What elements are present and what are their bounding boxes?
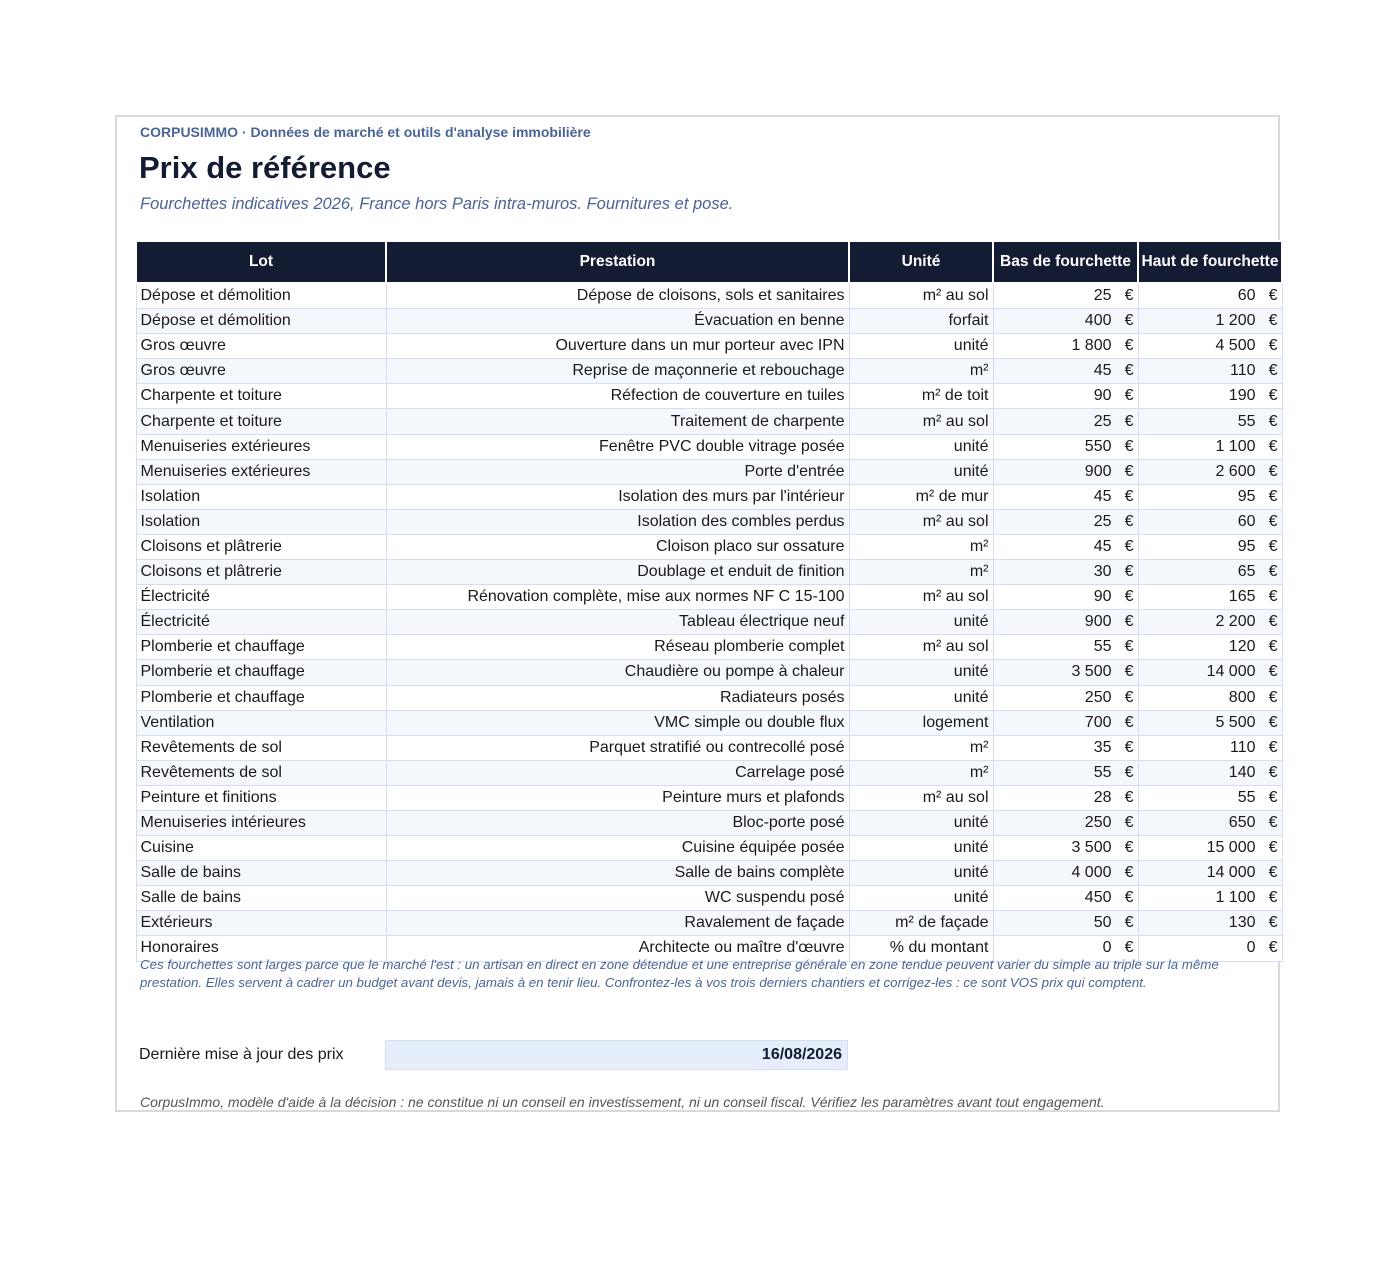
cell-haut[interactable] xyxy=(1138,760,1282,785)
currency-symbol: € xyxy=(1268,487,1278,505)
cell-prestation[interactable]: Dépose de cloisons, sols et sanitaires xyxy=(386,283,849,309)
amount-haut: 60 xyxy=(1237,287,1256,305)
cell-lot[interactable]: Dépose et démolition xyxy=(136,283,386,309)
currency-symbol: € xyxy=(1124,663,1134,681)
table-row xyxy=(136,459,1282,484)
cell-unite[interactable]: m² xyxy=(849,760,993,785)
brand-line: CORPUSIMMO · Données de marché et outils d'analyse immobilière xyxy=(140,124,591,140)
cell-lot[interactable]: Gros œuvre xyxy=(136,334,386,359)
table-header-row xyxy=(136,241,1282,283)
amount-bas: 90 xyxy=(1093,387,1112,405)
amount-haut: 55 xyxy=(1237,412,1256,430)
table-row xyxy=(136,886,1282,911)
amount-bas: 0 xyxy=(1102,939,1112,957)
amount-bas: 400 xyxy=(1084,312,1112,330)
cell-bas[interactable] xyxy=(993,735,1138,760)
amount-haut: 110 xyxy=(1229,362,1256,380)
cell-prestation[interactable]: Tableau électrique neuf xyxy=(386,610,849,635)
amount-bas: 30 xyxy=(1093,563,1112,581)
amount-haut: 800 xyxy=(1228,688,1256,706)
amount-bas: 25 xyxy=(1093,412,1112,430)
currency-symbol: € xyxy=(1268,287,1278,305)
cell-bas[interactable] xyxy=(993,685,1138,710)
cell-bas[interactable] xyxy=(993,911,1138,936)
amount-haut: 1 200 xyxy=(1215,312,1256,330)
currency-symbol: € xyxy=(1268,763,1278,781)
cell-lot[interactable]: Menuiseries extérieures xyxy=(136,434,386,459)
column-header-lot: Lot xyxy=(136,241,386,283)
table-row xyxy=(136,861,1282,886)
cell-prestation[interactable]: WC suspendu posé xyxy=(386,886,849,911)
cell-prestation[interactable]: Traitement de charpente xyxy=(386,409,849,434)
cell-bas[interactable] xyxy=(993,861,1138,886)
amount-bas: 450 xyxy=(1084,889,1112,907)
amount-haut: 1 100 xyxy=(1215,437,1256,455)
page-title: Prix de référence xyxy=(139,150,391,185)
currency-symbol: € xyxy=(1124,638,1134,656)
cell-prestation[interactable]: Évacuation en benne xyxy=(386,309,849,334)
table-row xyxy=(136,911,1282,936)
amount-haut: 55 xyxy=(1237,788,1256,806)
cell-prestation[interactable]: Doublage et enduit de finition xyxy=(386,560,849,585)
currency-symbol: € xyxy=(1124,889,1134,907)
currency-symbol: € xyxy=(1124,914,1134,932)
currency-symbol: € xyxy=(1268,613,1278,631)
table-row xyxy=(136,685,1282,710)
cell-haut[interactable] xyxy=(1138,610,1282,635)
amount-haut: 65 xyxy=(1237,563,1256,581)
amount-bas: 550 xyxy=(1084,437,1112,455)
cell-bas[interactable] xyxy=(993,660,1138,685)
table-row xyxy=(136,359,1282,384)
amount-haut: 14 000 xyxy=(1206,663,1256,681)
currency-symbol: € xyxy=(1124,287,1134,305)
amount-haut: 95 xyxy=(1237,487,1256,505)
cell-lot[interactable]: Dépose et démolition xyxy=(136,309,386,334)
cell-unite[interactable]: % du montant xyxy=(849,936,993,961)
amount-bas: 4 000 xyxy=(1071,864,1112,882)
amount-bas: 28 xyxy=(1093,788,1112,806)
amount-haut: 650 xyxy=(1228,814,1256,832)
cell-unite[interactable]: unité xyxy=(849,685,993,710)
cell-bas[interactable] xyxy=(993,434,1138,459)
cell-bas[interactable] xyxy=(993,459,1138,484)
currency-symbol: € xyxy=(1124,613,1134,631)
currency-symbol: € xyxy=(1268,387,1278,405)
amount-bas: 50 xyxy=(1093,914,1112,932)
currency-symbol: € xyxy=(1268,638,1278,656)
cell-lot[interactable]: Isolation xyxy=(136,484,386,509)
cell-lot[interactable]: Plomberie et chauffage xyxy=(136,660,386,685)
currency-symbol: € xyxy=(1124,387,1134,405)
currency-symbol: € xyxy=(1124,537,1134,555)
price-table xyxy=(135,240,1283,962)
amount-haut: 190 xyxy=(1228,387,1256,405)
cell-lot[interactable]: Gros œuvre xyxy=(136,359,386,384)
cell-unite[interactable]: unité xyxy=(849,886,993,911)
cell-lot[interactable]: Salle de bains xyxy=(136,886,386,911)
cell-bas[interactable] xyxy=(993,384,1138,409)
cell-prestation[interactable]: Ravalement de façade xyxy=(386,911,849,936)
cell-prestation[interactable]: Architecte ou maître d'œuvre xyxy=(386,936,849,961)
cell-unite[interactable]: m² xyxy=(849,534,993,559)
cell-unite[interactable]: unité xyxy=(849,434,993,459)
cell-unite[interactable]: unité xyxy=(849,861,993,886)
currency-symbol: € xyxy=(1124,839,1134,857)
cell-haut[interactable] xyxy=(1138,710,1282,735)
cell-bas[interactable] xyxy=(993,810,1138,835)
cell-lot[interactable]: Plomberie et chauffage xyxy=(136,635,386,660)
cell-unite[interactable]: unité xyxy=(849,459,993,484)
table-body xyxy=(136,283,1282,961)
cell-unite[interactable]: m² au sol xyxy=(849,635,993,660)
amount-bas: 700 xyxy=(1084,713,1112,731)
cell-haut[interactable] xyxy=(1138,560,1282,585)
currency-symbol: € xyxy=(1124,512,1134,530)
amount-bas: 90 xyxy=(1093,588,1112,606)
currency-symbol: € xyxy=(1268,889,1278,907)
table-row xyxy=(136,836,1282,861)
amount-haut: 0 xyxy=(1246,939,1256,957)
currency-symbol: € xyxy=(1124,763,1134,781)
table-row xyxy=(136,534,1282,559)
cell-haut[interactable] xyxy=(1138,735,1282,760)
cell-bas[interactable] xyxy=(993,710,1138,735)
amount-haut: 5 500 xyxy=(1215,713,1256,731)
cell-prestation[interactable]: VMC simple ou double flux xyxy=(386,710,849,735)
cell-haut[interactable] xyxy=(1138,283,1282,309)
amount-haut: 4 500 xyxy=(1215,337,1256,355)
amount-haut: 120 xyxy=(1228,638,1256,656)
amount-bas: 25 xyxy=(1093,512,1112,530)
cell-haut[interactable] xyxy=(1138,685,1282,710)
cell-unite[interactable]: m² au sol xyxy=(849,283,993,309)
cell-lot[interactable]: Électricité xyxy=(136,585,386,610)
currency-symbol: € xyxy=(1124,588,1134,606)
cell-unite[interactable]: m² xyxy=(849,359,993,384)
cell-bas[interactable] xyxy=(993,309,1138,334)
cell-lot[interactable]: Extérieurs xyxy=(136,911,386,936)
table-row xyxy=(136,334,1282,359)
cell-unite[interactable]: unité xyxy=(849,836,993,861)
cell-unite[interactable]: unité xyxy=(849,610,993,635)
table-row xyxy=(136,309,1282,334)
amount-haut: 2 200 xyxy=(1215,613,1256,631)
cell-lot[interactable]: Isolation xyxy=(136,509,386,534)
cell-bas[interactable] xyxy=(993,560,1138,585)
cell-haut[interactable] xyxy=(1138,861,1282,886)
cell-prestation[interactable]: Porte d'entrée xyxy=(386,459,849,484)
cell-haut[interactable] xyxy=(1138,785,1282,810)
cell-prestation[interactable]: Cloison placo sur ossature xyxy=(386,534,849,559)
currency-symbol: € xyxy=(1268,412,1278,430)
cell-haut[interactable] xyxy=(1138,585,1282,610)
cell-unite[interactable]: unité xyxy=(849,660,993,685)
cell-haut[interactable] xyxy=(1138,534,1282,559)
table-row xyxy=(136,585,1282,610)
currency-symbol: € xyxy=(1124,412,1134,430)
cell-unite[interactable]: m² de toit xyxy=(849,384,993,409)
cell-lot[interactable]: Menuiseries intérieures xyxy=(136,810,386,835)
cell-bas[interactable] xyxy=(993,534,1138,559)
cell-prestation[interactable]: Peinture murs et plafonds xyxy=(386,785,849,810)
currency-symbol: € xyxy=(1268,462,1278,480)
amount-bas: 35 xyxy=(1093,738,1112,756)
cell-lot[interactable]: Plomberie et chauffage xyxy=(136,685,386,710)
amount-haut: 2 600 xyxy=(1215,462,1256,480)
table-row xyxy=(136,610,1282,635)
currency-symbol: € xyxy=(1268,788,1278,806)
column-header-bas: Bas de fourchette xyxy=(993,241,1138,283)
cell-prestation[interactable]: Isolation des combles perdus xyxy=(386,509,849,534)
table-row xyxy=(136,760,1282,785)
amount-bas: 25 xyxy=(1093,287,1112,305)
currency-symbol: € xyxy=(1268,312,1278,330)
cell-lot[interactable]: Cuisine xyxy=(136,836,386,861)
amount-bas: 900 xyxy=(1084,613,1112,631)
cell-bas[interactable] xyxy=(993,359,1138,384)
cell-bas[interactable] xyxy=(993,610,1138,635)
cell-bas[interactable] xyxy=(993,760,1138,785)
cell-prestation[interactable]: Fenêtre PVC double vitrage posée xyxy=(386,434,849,459)
cell-prestation[interactable]: Cuisine équipée posée xyxy=(386,836,849,861)
page-subtitle: Fourchettes indicatives 2026, France hors Paris intra-muros. Fournitures et pose. xyxy=(140,195,734,213)
cell-lot[interactable]: Cloisons et plâtrerie xyxy=(136,560,386,585)
cell-prestation[interactable]: Radiateurs posés xyxy=(386,685,849,710)
cell-unite[interactable]: unité xyxy=(849,810,993,835)
cell-haut[interactable] xyxy=(1138,459,1282,484)
table-row xyxy=(136,409,1282,434)
table-row xyxy=(136,660,1282,685)
amount-bas: 250 xyxy=(1084,814,1112,832)
cell-haut[interactable] xyxy=(1138,911,1282,936)
cell-lot[interactable]: Charpente et toiture xyxy=(136,409,386,434)
currency-symbol: € xyxy=(1268,362,1278,380)
amount-bas: 55 xyxy=(1093,763,1112,781)
cell-prestation[interactable]: Bloc-porte posé xyxy=(386,810,849,835)
currency-symbol: € xyxy=(1268,839,1278,857)
amount-bas: 45 xyxy=(1093,362,1112,380)
currency-symbol: € xyxy=(1124,437,1134,455)
table-row xyxy=(136,434,1282,459)
cell-haut[interactable] xyxy=(1138,434,1282,459)
cell-lot[interactable]: Honoraires xyxy=(136,936,386,961)
cell-prestation[interactable]: Isolation des murs par l'intérieur xyxy=(386,484,849,509)
currency-symbol: € xyxy=(1268,563,1278,581)
currency-symbol: € xyxy=(1124,939,1134,957)
currency-symbol: € xyxy=(1268,437,1278,455)
amount-haut: 15 000 xyxy=(1206,839,1256,857)
table-row xyxy=(136,810,1282,835)
amount-bas: 45 xyxy=(1093,537,1112,555)
cell-unite[interactable]: m² de façade xyxy=(849,911,993,936)
cell-haut[interactable] xyxy=(1138,635,1282,660)
amount-haut: 14 000 xyxy=(1206,864,1256,882)
cell-haut[interactable] xyxy=(1138,886,1282,911)
amount-haut: 130 xyxy=(1228,914,1256,932)
cell-lot[interactable]: Cloisons et plâtrerie xyxy=(136,534,386,559)
cell-bas[interactable] xyxy=(993,334,1138,359)
amount-bas: 3 500 xyxy=(1071,663,1112,681)
cell-haut[interactable] xyxy=(1138,409,1282,434)
currency-symbol: € xyxy=(1268,864,1278,882)
amount-haut: 95 xyxy=(1237,537,1256,555)
cell-lot[interactable]: Électricité xyxy=(136,610,386,635)
last-update-field[interactable]: 16/08/2026 xyxy=(385,1040,848,1070)
cell-prestation[interactable]: Reprise de maçonnerie et rebouchage xyxy=(386,359,849,384)
methodology-note: Ces fourchettes sont larges parce que le marché l'est : un artisan en direct en zone détendue et une entreprise générale en zone tendue peuvent varier du simple au triple sur la même prestation. Elles servent à cadrer un budget avant devis, jamais à en tenir lieu. Confrontez-les à vos trois derniers chantiers et corrigez-les : ce sont VOS prix qui comptent. xyxy=(140,957,1219,990)
cell-lot[interactable]: Charpente et toiture xyxy=(136,384,386,409)
currency-symbol: € xyxy=(1124,337,1134,355)
currency-symbol: € xyxy=(1124,362,1134,380)
last-update-label: Dernière mise à jour des prix xyxy=(139,1046,344,1063)
cell-prestation[interactable]: Réseau plomberie complet xyxy=(386,635,849,660)
cell-haut[interactable] xyxy=(1138,359,1282,384)
table-row xyxy=(136,560,1282,585)
cell-lot[interactable]: Menuiseries extérieures xyxy=(136,459,386,484)
cell-lot[interactable]: Salle de bains xyxy=(136,861,386,886)
cell-unite[interactable]: logement xyxy=(849,710,993,735)
currency-symbol: € xyxy=(1124,814,1134,832)
amount-bas: 250 xyxy=(1084,688,1112,706)
currency-symbol: € xyxy=(1124,788,1134,806)
cell-prestation[interactable]: Ouverture dans un mur porteur avec IPN xyxy=(386,334,849,359)
cell-lot[interactable]: Revêtements de sol xyxy=(136,760,386,785)
cell-bas[interactable] xyxy=(993,509,1138,534)
column-header-prestation: Prestation xyxy=(386,241,849,283)
cell-unite[interactable]: m² au sol xyxy=(849,409,993,434)
amount-haut: 140 xyxy=(1228,763,1256,781)
cell-bas[interactable] xyxy=(993,635,1138,660)
table-row xyxy=(136,635,1282,660)
currency-symbol: € xyxy=(1124,713,1134,731)
cell-haut[interactable] xyxy=(1138,836,1282,861)
cell-bas[interactable] xyxy=(993,836,1138,861)
cell-unite[interactable]: m² au sol xyxy=(849,585,993,610)
cell-bas[interactable] xyxy=(993,409,1138,434)
table-row xyxy=(136,785,1282,810)
cell-prestation[interactable]: Parquet stratifié ou contrecollé posé xyxy=(386,735,849,760)
table-row xyxy=(136,283,1282,309)
cell-unite[interactable]: m² xyxy=(849,560,993,585)
cell-haut[interactable] xyxy=(1138,810,1282,835)
cell-unite[interactable]: unité xyxy=(849,334,993,359)
cell-haut[interactable] xyxy=(1138,334,1282,359)
cell-bas[interactable] xyxy=(993,886,1138,911)
currency-symbol: € xyxy=(1124,312,1134,330)
currency-symbol: € xyxy=(1268,814,1278,832)
column-header-haut: Haut de fourchette xyxy=(1138,241,1282,283)
cell-bas[interactable] xyxy=(993,484,1138,509)
table-row xyxy=(136,710,1282,735)
cell-prestation[interactable]: Chaudière ou pompe à chaleur xyxy=(386,660,849,685)
cell-bas[interactable] xyxy=(993,585,1138,610)
cell-unite[interactable]: forfait xyxy=(849,309,993,334)
currency-symbol: € xyxy=(1268,512,1278,530)
table-row xyxy=(136,484,1282,509)
amount-haut: 60 xyxy=(1237,512,1256,530)
currency-symbol: € xyxy=(1268,337,1278,355)
currency-symbol: € xyxy=(1124,487,1134,505)
cell-haut[interactable] xyxy=(1138,309,1282,334)
cell-haut[interactable] xyxy=(1138,660,1282,685)
amount-bas: 900 xyxy=(1084,462,1112,480)
cell-prestation[interactable]: Carrelage posé xyxy=(386,760,849,785)
cell-bas[interactable] xyxy=(993,283,1138,309)
currency-symbol: € xyxy=(1124,864,1134,882)
table-row xyxy=(136,509,1282,534)
amount-bas: 1 800 xyxy=(1071,337,1112,355)
amount-bas: 55 xyxy=(1093,638,1112,656)
cell-lot[interactable]: Revêtements de sol xyxy=(136,735,386,760)
currency-symbol: € xyxy=(1268,537,1278,555)
currency-symbol: € xyxy=(1268,738,1278,756)
table-row xyxy=(136,735,1282,760)
table-row xyxy=(136,384,1282,409)
cell-unite[interactable]: m² xyxy=(849,735,993,760)
cell-unite[interactable]: m² au sol xyxy=(849,785,993,810)
cell-haut[interactable] xyxy=(1138,384,1282,409)
currency-symbol: € xyxy=(1268,663,1278,681)
currency-symbol: € xyxy=(1124,738,1134,756)
amount-haut: 165 xyxy=(1228,588,1256,606)
cell-prestation[interactable]: Rénovation complète, mise aux normes NF C 15-100 xyxy=(386,585,849,610)
amount-haut: 1 100 xyxy=(1215,889,1256,907)
currency-symbol: € xyxy=(1124,462,1134,480)
currency-symbol: € xyxy=(1268,914,1278,932)
column-header-unite: Unité xyxy=(849,241,993,283)
cell-lot[interactable]: Peinture et finitions xyxy=(136,785,386,810)
cell-bas[interactable] xyxy=(993,785,1138,810)
amount-haut: 110 xyxy=(1229,738,1256,756)
amount-bas: 3 500 xyxy=(1071,839,1112,857)
currency-symbol: € xyxy=(1268,713,1278,731)
cell-lot[interactable]: Ventilation xyxy=(136,710,386,735)
cell-haut[interactable] xyxy=(1138,484,1282,509)
cell-prestation[interactable]: Réfection de couverture en tuiles xyxy=(386,384,849,409)
disclaimer: CorpusImmo, modèle d'aide à la décision : ne constitue ni un conseil en investissement, ni un conseil fiscal. Vérifiez les paramètres avant tout engagement. xyxy=(140,1094,1105,1110)
currency-symbol: € xyxy=(1124,563,1134,581)
cell-haut[interactable] xyxy=(1138,509,1282,534)
currency-symbol: € xyxy=(1124,688,1134,706)
cell-prestation[interactable]: Salle de bains complète xyxy=(386,861,849,886)
currency-symbol: € xyxy=(1268,588,1278,606)
cell-unite[interactable]: m² au sol xyxy=(849,509,993,534)
currency-symbol: € xyxy=(1268,688,1278,706)
amount-bas: 45 xyxy=(1093,487,1112,505)
cell-unite[interactable]: m² de mur xyxy=(849,484,993,509)
currency-symbol: € xyxy=(1268,939,1278,957)
